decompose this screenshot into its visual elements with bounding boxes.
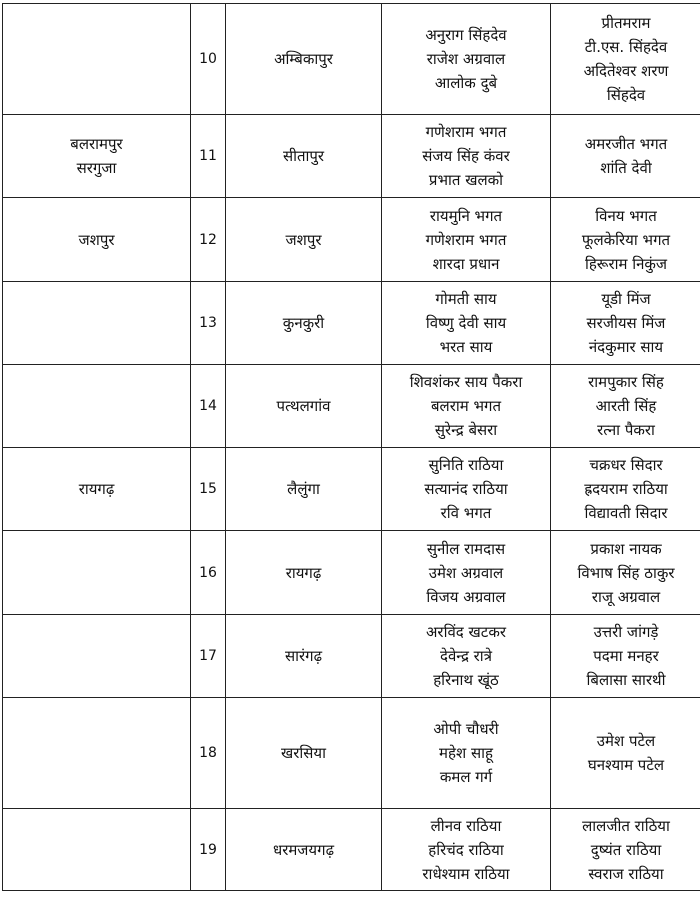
candidate-list-a-cell-line: अरविंद खटकर: [425, 623, 507, 641]
table-row: [3, 809, 700, 891]
constituency-cell: पत्थलगांव: [226, 365, 382, 448]
candidate-list-a-cell-line: उमेश अग्रवाल: [428, 563, 504, 582]
candidate-list-b-cell: [551, 365, 700, 448]
constituency-cell: कुनकुरी: [226, 282, 382, 365]
constituency-cell: धरमजयगढ़: [226, 809, 382, 891]
table-body: [3, 4, 700, 891]
district-cell: [3, 365, 191, 448]
candidate-list-a-cell-line: रायमुनि भगत: [429, 206, 503, 225]
candidate-list-a-cell-line: राधेश्याम राठिया: [422, 864, 510, 883]
candidate-list-a-cell-line: सुनिति राठिया: [428, 456, 504, 474]
candidate-list-b-cell-line: हिरूराम निकुंज: [584, 254, 668, 273]
candidate-list-b-cell: [551, 615, 700, 698]
candidate-list-a-cell-line: प्रभात खलको: [428, 171, 504, 189]
constituency-cell: लैलुंगा: [226, 448, 382, 531]
seat-number-cell: 19: [191, 809, 226, 891]
candidate-list-b-cell-line: विभाष सिंह ठाकुर: [577, 563, 675, 582]
seat-number-cell: 13: [191, 282, 226, 365]
district-cell: [3, 448, 191, 531]
candidate-list-a-cell-line: विजय अग्रवाल: [426, 587, 506, 606]
table-row: [3, 365, 700, 448]
constituency-cell: अम्बिकापुर: [226, 4, 382, 115]
candidate-list-b-cell-line: नंदकुमार साय: [588, 338, 664, 356]
constituency-cell: सीतापुर: [226, 115, 382, 198]
candidate-list-b-cell: [551, 698, 700, 809]
candidate-list-b-cell: [551, 4, 700, 115]
candidate-list-b-cell-line: उमेश पटेल: [596, 732, 656, 750]
candidate-list-b-cell-line: विद्यावती सिदार: [584, 504, 668, 522]
candidate-list-a-cell-line: संजय सिंह कंवर: [422, 147, 510, 165]
candidate-list-a-cell-line: कमल गर्ग: [439, 768, 493, 786]
candidate-list-b-cell-line: फूलकेरिया भगत: [581, 230, 671, 249]
candidate-list-a-cell-line: भरत साय: [439, 338, 493, 356]
district-cell-line: बलरामपुर: [70, 135, 123, 153]
seat-number-cell: 18: [191, 698, 226, 809]
district-cell: [3, 698, 191, 809]
table-row: [3, 615, 700, 698]
candidate-list-a-cell-line: हरिचंद राठिया: [428, 840, 504, 859]
candidate-list-a-cell: [382, 198, 551, 282]
seat-number-cell: 11: [191, 115, 226, 198]
candidate-list-a-cell: [382, 282, 551, 365]
district-cell: [3, 615, 191, 698]
candidate-list-a-cell-line: शारदा प्रधान: [432, 254, 500, 273]
candidate-list-b-cell: [551, 198, 700, 282]
candidate-list-b-cell-line: चक्रधर सिदार: [589, 456, 663, 474]
candidate-list-a-cell-line: शिवशंकर साय पैकरा: [409, 373, 523, 391]
constituency-cell: जशपुर: [226, 198, 382, 282]
candidate-list-b-cell: [551, 115, 700, 198]
constituency-cell: रायगढ़: [226, 531, 382, 615]
candidate-list-a-cell-line: गणेशराम भगत: [425, 123, 507, 141]
candidate-list-b-cell-line: दुष्यंत राठिया: [590, 840, 662, 859]
candidate-list-b-cell-line: आरती सिंह: [595, 397, 657, 415]
candidate-list-b-cell: [551, 531, 700, 615]
candidate-list-b-cell-line: टी.एस. सिंहदेव: [584, 38, 668, 56]
candidate-list-a-cell-line: हरिनाथ खूंठ: [433, 671, 499, 689]
candidate-list-b-cell-line: प्रकाश नायक: [590, 539, 662, 558]
candidate-list-a-cell: [382, 531, 551, 615]
table-row: [3, 698, 700, 809]
candidate-list-a-cell-line: सत्यानंद राठिया: [424, 480, 508, 498]
table-row: [3, 115, 700, 198]
candidate-list-b-cell-line: शांति देवी: [600, 159, 652, 177]
candidate-list-b-cell: [551, 809, 700, 891]
district-cell-line: जशपुर: [78, 230, 115, 249]
candidate-list-b-cell: [551, 282, 700, 365]
seat-number-cell: 12: [191, 198, 226, 282]
candidate-list-a-cell-line: आलोक दुबे: [434, 74, 498, 92]
candidate-list-a-cell-line: राजेश अग्रवाल: [426, 50, 506, 68]
district-cell: [3, 198, 191, 282]
candidate-list-b-cell-line: राजू अग्रवाल: [591, 587, 661, 606]
candidate-list-b-cell-line: पदमा मनहर: [593, 647, 659, 665]
candidate-list-b-cell-line: स्वराज राठिया: [588, 864, 664, 883]
candidate-list-a-cell-line: गणेशराम भगत: [425, 230, 507, 249]
candidate-list-b-cell-line: सरजीयस मिंज: [586, 314, 666, 332]
constituency-cell: खरसिया: [226, 698, 382, 809]
candidate-list-a-cell-line: सुनील रामदास: [426, 539, 506, 558]
candidate-list-b-cell-line: रामपुकार सिंह: [588, 373, 664, 391]
district-cell-line: सरगुजा: [76, 159, 117, 177]
candidate-list-b-cell-line: विनय भगत: [595, 206, 657, 225]
table-row: [3, 4, 700, 115]
table-row: [3, 198, 700, 282]
district-cell: [3, 531, 191, 615]
candidate-list-a-cell: [382, 448, 551, 531]
candidate-list-b-cell-line: लालजीत राठिया: [582, 816, 670, 835]
candidate-list-a-cell-line: देवेन्द्र रात्रे: [440, 647, 492, 665]
district-cell: [3, 4, 191, 115]
candidate-list-a-cell-line: बलराम भगत: [430, 397, 502, 415]
district-cell: [3, 115, 191, 198]
candidate-list-a-cell-line: ओपी चौधरी: [433, 720, 499, 738]
table-row: [3, 448, 700, 531]
candidate-list-a-cell-line: महेश साहू: [439, 744, 493, 762]
candidate-list-a-cell: [382, 4, 551, 115]
candidate-list-a-cell-line: अनुराग सिंहदेव: [425, 26, 507, 44]
seat-number-cell: 15: [191, 448, 226, 531]
candidates-table: [2, 3, 700, 891]
district-cell: [3, 809, 191, 891]
candidate-list-b-cell-line: अमरजीत भगत: [584, 135, 668, 153]
candidate-list-b-cell-line: ह्रदयराम राठिया: [584, 480, 668, 498]
table-row: [3, 282, 700, 365]
candidate-list-a-cell: [382, 365, 551, 448]
candidate-list-b-cell-line: घनश्याम पटेल: [587, 756, 665, 774]
district-cell-line: रायगढ़: [78, 480, 115, 498]
seat-number-cell: 17: [191, 615, 226, 698]
candidate-list-b-cell-line: सिंहदेव: [606, 86, 646, 104]
candidate-list-a-cell-line: गोमती साय: [435, 290, 497, 308]
candidate-list-a-cell: [382, 698, 551, 809]
candidate-list-a-cell-line: सुरेन्द्र बेसरा: [434, 421, 498, 439]
candidate-list-a-cell: [382, 809, 551, 891]
candidate-list-b-cell-line: रत्ना पैकरा: [597, 421, 655, 439]
candidate-list-a-cell-line: लीनव राठिया: [430, 816, 502, 835]
candidate-list-a-cell: [382, 615, 551, 698]
table-row: [3, 531, 700, 615]
seat-number-cell: 14: [191, 365, 226, 448]
candidate-list-b-cell-line: अदितेश्वर शरण: [583, 62, 669, 80]
seat-number-cell: 16: [191, 531, 226, 615]
candidate-list-a-cell-line: विष्णु देवी साय: [425, 314, 507, 332]
candidate-list-b-cell-line: उत्तरी जांगड़े: [593, 623, 659, 641]
candidate-list-b-cell-line: बिलासा सारथी: [586, 671, 666, 689]
candidate-list-b-cell: [551, 448, 700, 531]
seat-number-cell: 10: [191, 4, 226, 115]
candidate-list-a-cell: [382, 115, 551, 198]
district-cell: [3, 282, 191, 365]
constituency-cell: सारंगढ़: [226, 615, 382, 698]
candidate-list-b-cell-line: प्रीतमराम: [601, 14, 651, 32]
candidate-list-b-cell-line: यूडी मिंज: [601, 290, 651, 308]
candidate-list-a-cell-line: रवि भगत: [440, 504, 492, 522]
